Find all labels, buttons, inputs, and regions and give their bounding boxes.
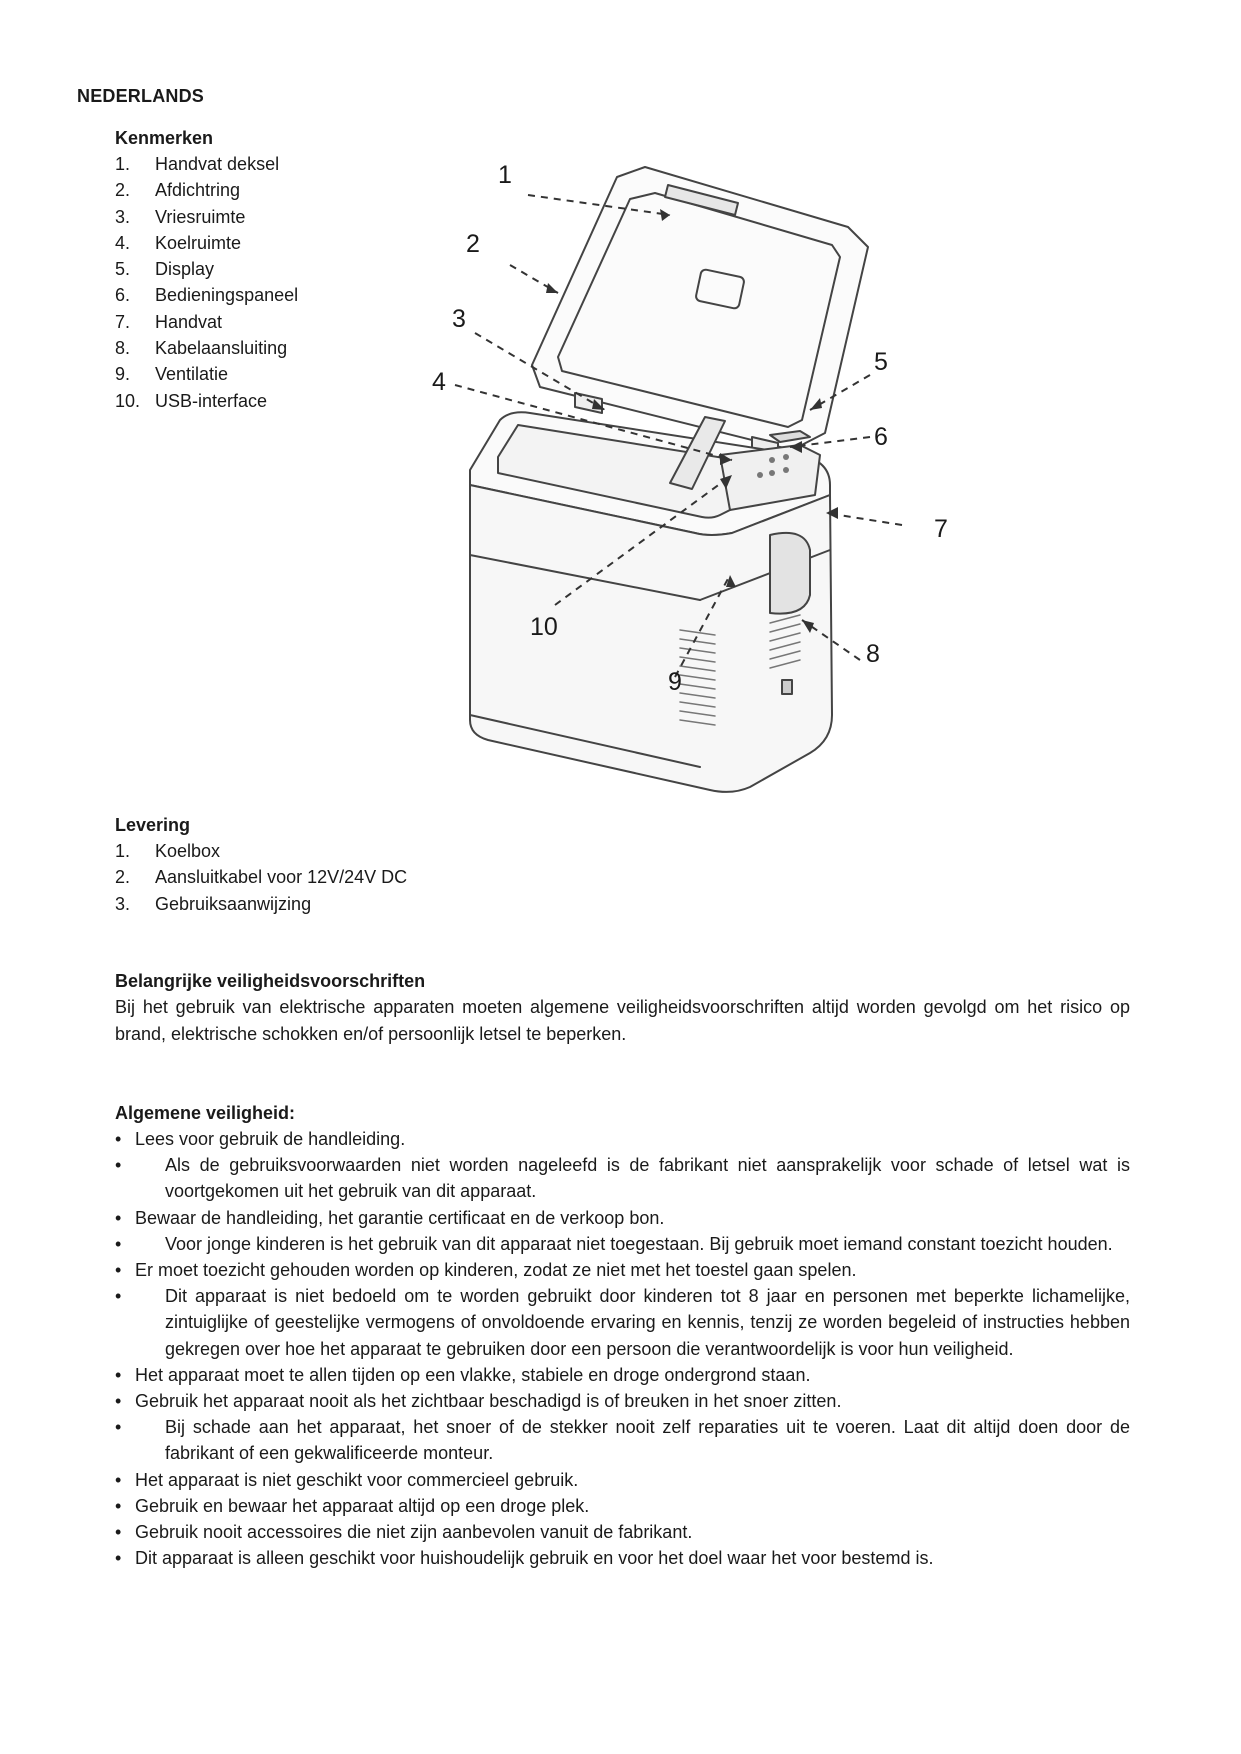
callout-8: 8: [866, 640, 880, 668]
item-number: 6.: [115, 285, 131, 306]
list-item: [115, 1545, 1130, 1571]
delivery-section: [115, 812, 515, 917]
item-text: Er moet toezicht gehouden worden op kinderen, zodat ze niet met het toestel gaan spelen.: [135, 1260, 857, 1281]
list-item: [115, 1467, 1130, 1493]
bullet-point: •: [115, 1129, 122, 1149]
callout-5: 5: [874, 348, 888, 376]
item-label: Handvat deksel: [155, 154, 280, 174]
features-heading: Kenmerken: [115, 128, 214, 148]
safety-paragraph: Bij het gebruik van elektrische apparaten moeten algemene veiligheidsvoorschriften altijd worden gevolgd om het risico op brand, elektrische schokken en/of persoonlijk letsel te beperken.: [115, 997, 1130, 1044]
language-heading: NEDERLANDS: [77, 86, 205, 106]
item-number: 1.: [115, 841, 131, 861]
bullet-point: •: [115, 1522, 122, 1543]
callout-4: 4: [432, 368, 446, 396]
item-text: Lees voor gebruik de handleiding.: [135, 1129, 406, 1149]
list-item: [115, 1231, 1130, 1257]
item-label: Ventilatie: [155, 364, 229, 385]
list-item: [115, 230, 455, 256]
list-item: [115, 1126, 1130, 1152]
item-number: 5.: [115, 259, 131, 280]
item-text: Als de gebruiksvoorwaarden niet worden nageleefd is de fabrikant niet aansprakelijk voor schade of letsel wat is voortgekomen uit het gebruik van dit apparaat.: [165, 1155, 1130, 1202]
list-item: [115, 1257, 1130, 1283]
bullet-point: •: [115, 1155, 122, 1176]
item-label: Aansluitkabel voor 12V/24V DC: [155, 867, 408, 888]
features-section: [115, 125, 455, 414]
list-item: [115, 1414, 1130, 1466]
cooler-box-illustration: [432, 155, 1030, 775]
cooler-box-diagram: [432, 155, 1030, 775]
list-item: [115, 151, 455, 177]
list-item: [115, 1152, 1130, 1204]
list-item: [115, 1493, 1130, 1519]
item-label: Koelbox: [155, 841, 221, 861]
item-label: Bedieningspaneel: [155, 285, 299, 306]
item-text: Het apparaat moet te allen tijden op een vlakke, stabiele en droge ondergrond staan.: [135, 1364, 811, 1385]
item-text: Bij schade aan het apparaat, het snoer of de stekker nooit zelf reparaties uit te voeren. Laat dit altijd doen door de fabrikant of een gekwalificeerde monteur.: [165, 1417, 1130, 1464]
list-item: [115, 204, 455, 230]
item-label: Afdichtring: [155, 180, 241, 201]
list-item: [115, 282, 455, 308]
list-item: [115, 335, 455, 361]
list-item: [115, 1388, 1130, 1414]
safety-section: [115, 968, 1130, 1048]
list-item: [115, 177, 455, 203]
list-item: [115, 256, 455, 282]
list-item: [115, 1362, 1130, 1388]
side-handle: [770, 533, 810, 614]
item-label: Handvat: [155, 311, 223, 332]
item-number: 3.: [115, 206, 131, 227]
callout-2: 2: [466, 230, 480, 258]
list-item: [115, 1519, 1130, 1545]
item-number: 10.: [115, 390, 141, 411]
item-text: Gebruik en bewaar het apparaat altijd op een droge plek.: [135, 1495, 590, 1516]
list-item: [115, 388, 455, 414]
item-text: Het apparaat is niet geschikt voor commercieel gebruik.: [135, 1469, 579, 1490]
general-safety-list: [115, 1126, 1130, 1571]
item-text: Dit apparaat is alleen geschikt voor huishoudelijk gebruik en voor het doel waar het voor bestemd is.: [135, 1548, 934, 1569]
delivery-list: [115, 838, 515, 917]
cable-port: [782, 680, 792, 694]
item-text: Bewaar de handleiding, het garantie certificaat en de verkoop bon.: [135, 1207, 665, 1228]
callout-10: 10: [530, 613, 558, 641]
bullet-point: •: [115, 1495, 122, 1516]
item-label: Display: [155, 259, 215, 280]
item-number: 3.: [115, 893, 131, 914]
callout-7: 7: [934, 515, 948, 543]
item-text: Gebruik het apparaat nooit als het zichtbaar beschadigd is of breuken in het snoer zitten.: [135, 1391, 842, 1412]
item-number: 2.: [115, 180, 131, 201]
item-number: 2.: [115, 867, 131, 888]
bullet-point: •: [115, 1469, 122, 1490]
general-safety-section: [115, 1100, 1130, 1571]
list-item: [115, 891, 515, 917]
item-label: Vriesruimte: [155, 206, 246, 227]
item-text: Gebruik nooit accessoires die niet zijn aanbevolen vanuit de fabrikant.: [135, 1522, 693, 1543]
item-number: 9.: [115, 364, 131, 385]
list-item: [115, 1283, 1130, 1362]
item-label: Koelruimte: [155, 232, 242, 253]
callout-1: 1: [498, 161, 512, 189]
item-label: USB-interface: [155, 390, 268, 411]
list-item: [115, 1205, 1130, 1231]
bullet-point: •: [115, 1260, 122, 1281]
item-text: Dit apparaat is niet bedoeld om te worden gebruikt door kinderen tot 8 jaar en personen met beperkte lichamelijke, zintuiglijke of geestelijke vermogens of onvoldoende ervaring en kennis, tenzij ze worden begeleid of instructies hebben gekregen over hoe het apparaat te gebruiken door een persoon die verantwoordelijk is voor hun veiligheid.: [165, 1286, 1130, 1359]
item-label: Gebruiksaanwijzing: [155, 893, 312, 914]
list-item: [115, 838, 515, 864]
item-number: 4.: [115, 232, 131, 253]
list-item: [115, 361, 455, 387]
item-label: Kabelaansluiting: [155, 338, 288, 359]
item-text: Voor jonge kinderen is het gebruik van dit apparaat niet toegestaan. Bij gebruik moet iemand constant toezicht houden.: [165, 1233, 1113, 1254]
item-number: 7.: [115, 311, 131, 332]
bullet-point: •: [115, 1207, 122, 1228]
bullet-point: •: [115, 1417, 122, 1438]
safety-heading: Belangrijke veiligheidsvoorschriften: [115, 971, 426, 991]
bullet-point: •: [115, 1364, 122, 1385]
item-number: 8.: [115, 338, 131, 359]
delivery-heading: Levering: [115, 815, 191, 835]
bullet-point: •: [115, 1391, 122, 1412]
bullet-point: •: [115, 1286, 122, 1307]
list-item: [115, 864, 515, 890]
callout-6: 6: [874, 423, 888, 451]
bullet-point: •: [115, 1233, 122, 1254]
callout-9: 9: [668, 668, 682, 696]
item-number: 1.: [115, 154, 131, 174]
features-list: [115, 151, 455, 414]
bullet-point: •: [115, 1548, 122, 1569]
list-item: [115, 309, 455, 335]
general-safety-heading: Algemene veiligheid:: [115, 1103, 296, 1123]
callout-3: 3: [452, 305, 466, 333]
